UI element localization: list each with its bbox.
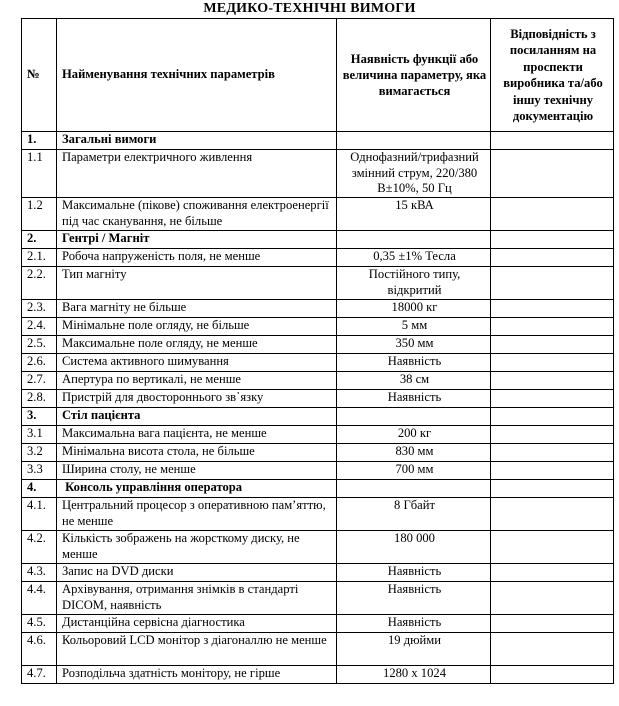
table-row <box>22 564 614 582</box>
row-number: 2.1. <box>22 249 57 267</box>
row-number: 1.2 <box>22 198 57 231</box>
row-number: 1. <box>22 132 57 150</box>
row-reference <box>491 531 614 564</box>
header-number: № <box>22 19 57 132</box>
row-reference <box>491 480 614 498</box>
table-row <box>22 444 614 462</box>
row-value: 180 000 <box>337 531 491 564</box>
row-parameter: Кількість зображень на жорсткому диску, не менше <box>57 531 337 564</box>
row-number: 4.3. <box>22 564 57 582</box>
row-number: 4.6. <box>22 633 57 666</box>
row-number: 2.7. <box>22 372 57 390</box>
table-row <box>22 615 614 633</box>
row-value: Наявність <box>337 390 491 408</box>
section-row <box>22 231 614 249</box>
row-reference <box>491 249 614 267</box>
row-number: 2.3. <box>22 300 57 318</box>
row-value <box>337 132 491 150</box>
row-value: 38 см <box>337 372 491 390</box>
row-number: 4.4. <box>22 582 57 615</box>
row-number: 4.5. <box>22 615 57 633</box>
row-value: 19 дюйми <box>337 633 491 666</box>
row-parameter: Максимальне (пікове) споживання електроенергії під час сканування, не більше <box>57 198 337 231</box>
row-parameter: Дистанційна сервісна діагностика <box>57 615 337 633</box>
row-value: 200 кг <box>337 426 491 444</box>
row-number: 2.8. <box>22 390 57 408</box>
row-value: 15 кВА <box>337 198 491 231</box>
section-title: Стіл пацієнта <box>57 408 337 426</box>
row-reference <box>491 372 614 390</box>
row-number: 1.1 <box>22 150 57 198</box>
row-reference <box>491 615 614 633</box>
row-reference <box>491 336 614 354</box>
row-reference <box>491 300 614 318</box>
row-number: 4. <box>22 480 57 498</box>
row-number: 3.1 <box>22 426 57 444</box>
row-number: 2. <box>22 231 57 249</box>
row-parameter: Мінімальне поле огляду, не більше <box>57 318 337 336</box>
row-number: 4.1. <box>22 498 57 531</box>
row-value: 18000 кг <box>337 300 491 318</box>
row-parameter: Мінімальна висота стола, не більше <box>57 444 337 462</box>
table-row <box>22 390 614 408</box>
row-value: 8 Гбайт <box>337 498 491 531</box>
row-value: Однофазний/трифазний змінний струм, 220/380 В±10%, 50 Гц <box>337 150 491 198</box>
row-reference <box>491 132 614 150</box>
row-number: 2.6. <box>22 354 57 372</box>
row-reference <box>491 498 614 531</box>
row-value: 5 мм <box>337 318 491 336</box>
section-row <box>22 408 614 426</box>
row-parameter: Параметри електричного живлення <box>57 150 337 198</box>
table-header-row <box>22 19 614 132</box>
row-reference <box>491 354 614 372</box>
header-compliance-reference: Відповідність з посиланням на проспекти виробника та/або іншу технічну документацію <box>491 19 614 132</box>
row-value <box>337 480 491 498</box>
row-reference <box>491 150 614 198</box>
row-reference <box>491 633 614 666</box>
row-reference <box>491 666 614 684</box>
section-row <box>22 480 614 498</box>
row-parameter: Вага магніту не більше <box>57 300 337 318</box>
row-value: 0,35 ±1% Тесла <box>337 249 491 267</box>
table-row <box>22 336 614 354</box>
table-row <box>22 531 614 564</box>
row-parameter: Максимальне поле огляду, не менше <box>57 336 337 354</box>
row-reference <box>491 462 614 480</box>
table-row <box>22 318 614 336</box>
row-number: 3. <box>22 408 57 426</box>
row-parameter: Пристрій для двостороннього зв᾿язку <box>57 390 337 408</box>
row-number: 4.7. <box>22 666 57 684</box>
table-row <box>22 198 614 231</box>
section-row <box>22 132 614 150</box>
row-parameter: Максимальна вага пацієнта, не менше <box>57 426 337 444</box>
row-value: Наявність <box>337 354 491 372</box>
row-reference <box>491 198 614 231</box>
header-parameter-name: Найменування технічних параметрів <box>57 19 337 132</box>
table-row <box>22 498 614 531</box>
table-row <box>22 354 614 372</box>
table-row <box>22 300 614 318</box>
row-reference <box>491 318 614 336</box>
row-reference <box>491 444 614 462</box>
row-value: Наявність <box>337 615 491 633</box>
row-number: 4.2. <box>22 531 57 564</box>
row-parameter: Система активного шимування <box>57 354 337 372</box>
row-reference <box>491 582 614 615</box>
row-number: 3.2 <box>22 444 57 462</box>
row-value: 700 мм <box>337 462 491 480</box>
row-value: Постійного типу, відкритий <box>337 267 491 300</box>
row-value <box>337 231 491 249</box>
section-title: Консоль управління оператора <box>57 480 337 498</box>
row-number: 2.5. <box>22 336 57 354</box>
row-reference <box>491 267 614 300</box>
row-parameter: Запис на DVD диски <box>57 564 337 582</box>
table-row <box>22 372 614 390</box>
section-title: Гентрі / Магніт <box>57 231 337 249</box>
table-row <box>22 462 614 480</box>
row-parameter: Кольоровий LCD монітор з діагоналлю не менше <box>57 633 337 666</box>
table-row <box>22 426 614 444</box>
row-number: 2.4. <box>22 318 57 336</box>
requirements-table <box>21 18 614 684</box>
row-number: 2.2. <box>22 267 57 300</box>
table-row <box>22 267 614 300</box>
row-value <box>337 408 491 426</box>
header-required-value: Наявність функції або величина параметру, яка вимагається <box>337 19 491 132</box>
row-reference <box>491 231 614 249</box>
row-reference <box>491 390 614 408</box>
row-parameter: Апертура по вертикалі, не менше <box>57 372 337 390</box>
table-row <box>22 633 614 666</box>
table-row <box>22 150 614 198</box>
row-parameter: Розподільча здатність монітору, не гірше <box>57 666 337 684</box>
row-value: 1280 x 1024 <box>337 666 491 684</box>
row-parameter: Робоча напруженість поля, не менше <box>57 249 337 267</box>
row-value: Наявність <box>337 582 491 615</box>
row-parameter: Центральний процесор з оперативною пам’яттю, не менше <box>57 498 337 531</box>
row-reference <box>491 564 614 582</box>
row-number: 3.3 <box>22 462 57 480</box>
section-title: Загальні вимоги <box>57 132 337 150</box>
document-title: МЕДИКО-ТЕХНІЧНІ ВИМОГИ <box>203 1 416 16</box>
row-value: 350 мм <box>337 336 491 354</box>
row-parameter: Ширина столу, не менше <box>57 462 337 480</box>
table-row <box>22 582 614 615</box>
row-reference <box>491 408 614 426</box>
table-row <box>22 666 614 684</box>
row-value: Наявність <box>337 564 491 582</box>
table-row <box>22 249 614 267</box>
row-value: 830 мм <box>337 444 491 462</box>
row-parameter: Архівування, отримання знімків в стандарті DICOM, наявність <box>57 582 337 615</box>
row-reference <box>491 426 614 444</box>
row-parameter: Тип магніту <box>57 267 337 300</box>
